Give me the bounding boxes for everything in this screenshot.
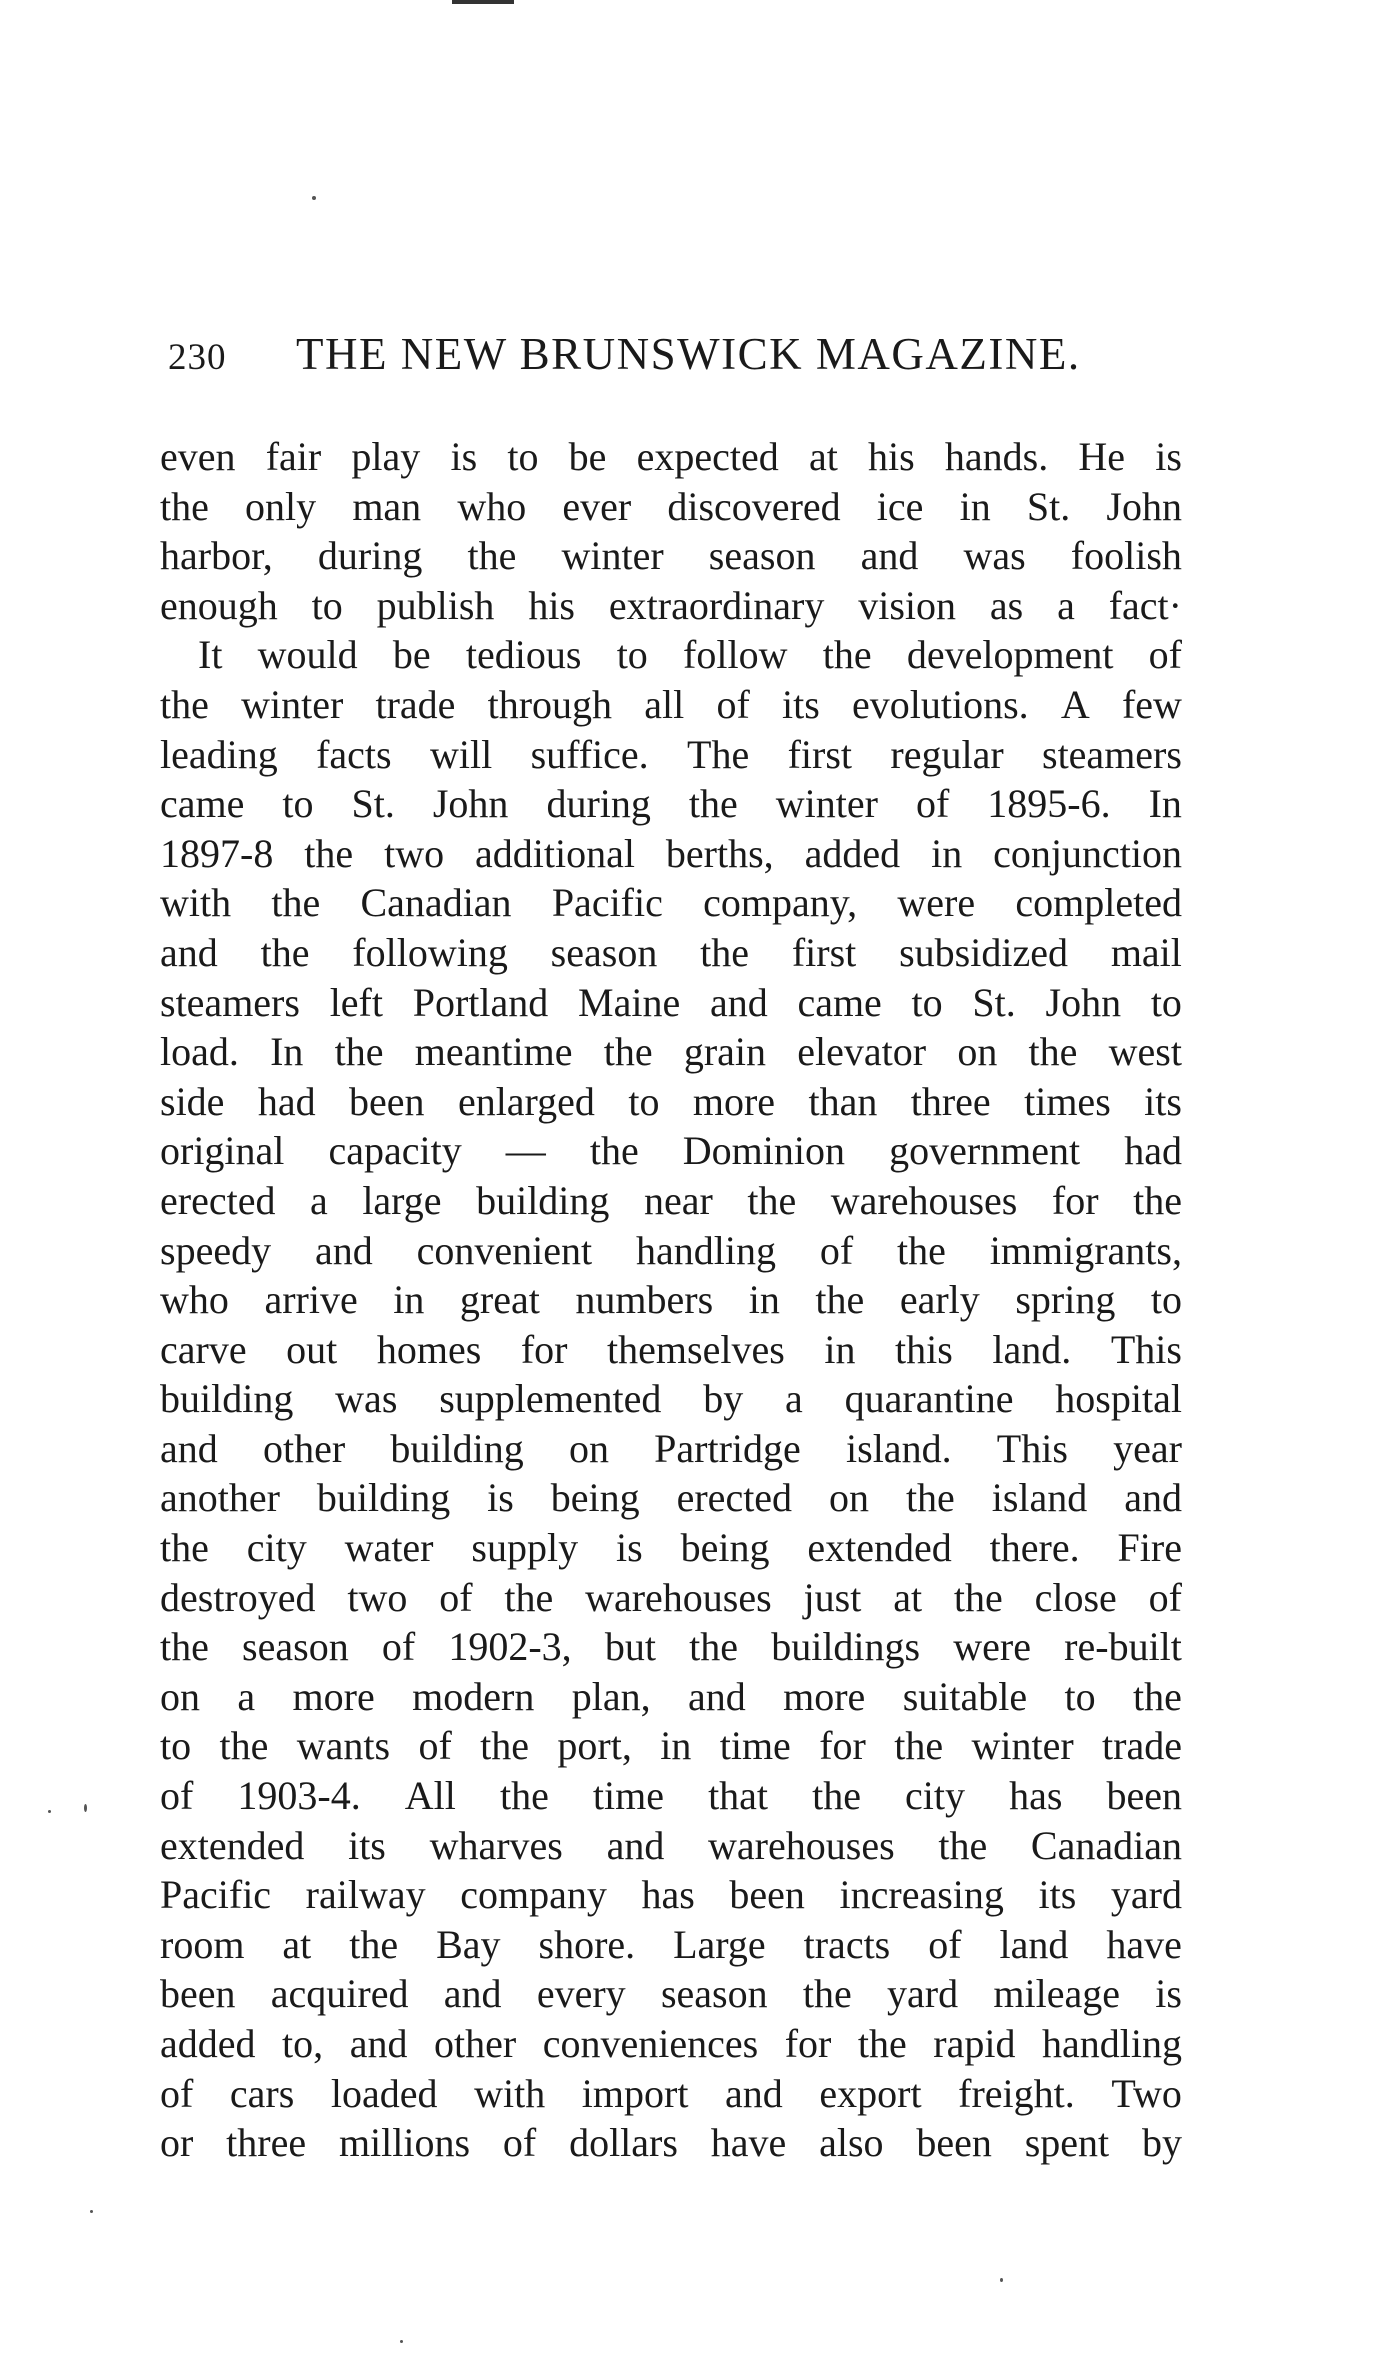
body-line: to the wants of the port, in time for the winter trade: [160, 1723, 1182, 1769]
body-line: or three millions of dollars have also been spent by: [160, 2120, 1182, 2166]
body-line: extended its wharves and warehouses the Canadian: [160, 1822, 1182, 1868]
body-line: the season of 1902-3, but the buildings were re-built: [160, 1624, 1182, 1670]
body-line: added to, and other conveniences for the rapid handling: [160, 2021, 1182, 2066]
scan-speck: [1000, 2278, 1003, 2282]
body-line: building was supplemented by a quarantine hospital: [160, 1376, 1182, 1422]
page-number: 230: [168, 337, 227, 378]
body-line: and other building on Partridge island. This year: [160, 1425, 1182, 1471]
scan-speck: [400, 2340, 403, 2343]
body-line: even fair play is to be expected at his hands. He is: [160, 434, 1182, 479]
body-line: on a more modern plan, and more suitable to the: [160, 1673, 1182, 1719]
body-line: It would be tedious to follow the development of: [198, 632, 1182, 678]
body-line: destroyed two of the warehouses just at the close of: [160, 1574, 1182, 1620]
top-rule: [452, 0, 514, 4]
body-line: of 1903-4. All the time that the city has been: [160, 1773, 1182, 1819]
body-line: the winter trade through all of its evolutions. A few: [160, 681, 1182, 727]
body-line: erected a large building near the warehouses for the: [160, 1177, 1182, 1223]
body-line: harbor, during the winter season and was foolish: [160, 533, 1182, 579]
body-line: 1897-8 the two additional berths, added in conjunction: [160, 830, 1182, 876]
body-line: Pacific railway company has been increasing its yard: [160, 1872, 1182, 1918]
body-line: with the Canadian Pacific company, were completed: [160, 880, 1182, 926]
body-line: leading facts will suffice. The first regular steamers: [160, 731, 1182, 777]
body-line: original capacity — the Dominion government had: [160, 1128, 1182, 1174]
body-line: and the following season the first subsidized mail: [160, 929, 1182, 975]
body-line: room at the Bay shore. Large tracts of land have: [160, 1921, 1182, 1967]
scan-speck: [84, 1804, 87, 1812]
running-title: THE NEW BRUNSWICK MAGAZINE.: [296, 329, 1081, 379]
body-line: enough to publish his extraordinary vision as a fact·: [160, 582, 1182, 628]
body-line: load. In the meantime the grain elevator on the west: [160, 1029, 1182, 1075]
body-line: another building is being erected on the island and: [160, 1475, 1182, 1521]
body-line: who arrive in great numbers in the early spring to: [160, 1277, 1182, 1323]
body-line: the city water supply is being extended there. Fire: [160, 1525, 1182, 1571]
body-text: [160, 432, 1182, 2168]
body-line: the only man who ever discovered ice in St. John: [160, 483, 1182, 529]
body-line: carve out homes for themselves in this land. This: [160, 1326, 1182, 1372]
scan-speck: [90, 2210, 93, 2213]
page-header: [168, 322, 1168, 382]
body-line: been acquired and every season the yard mileage is: [160, 1971, 1182, 2017]
body-line: came to St. John during the winter of 1895-6. In: [160, 781, 1182, 827]
scan-speck: [312, 196, 316, 200]
body-line: of cars loaded with import and export freight. Two: [160, 2070, 1182, 2116]
body-line: speedy and convenient handling of the immigrants,: [160, 1227, 1182, 1273]
scan-speck: [48, 1810, 51, 1813]
body-line: side had been enlarged to more than three times its: [160, 1078, 1182, 1124]
body-line: steamers left Portland Maine and came to St. John to: [160, 979, 1182, 1025]
